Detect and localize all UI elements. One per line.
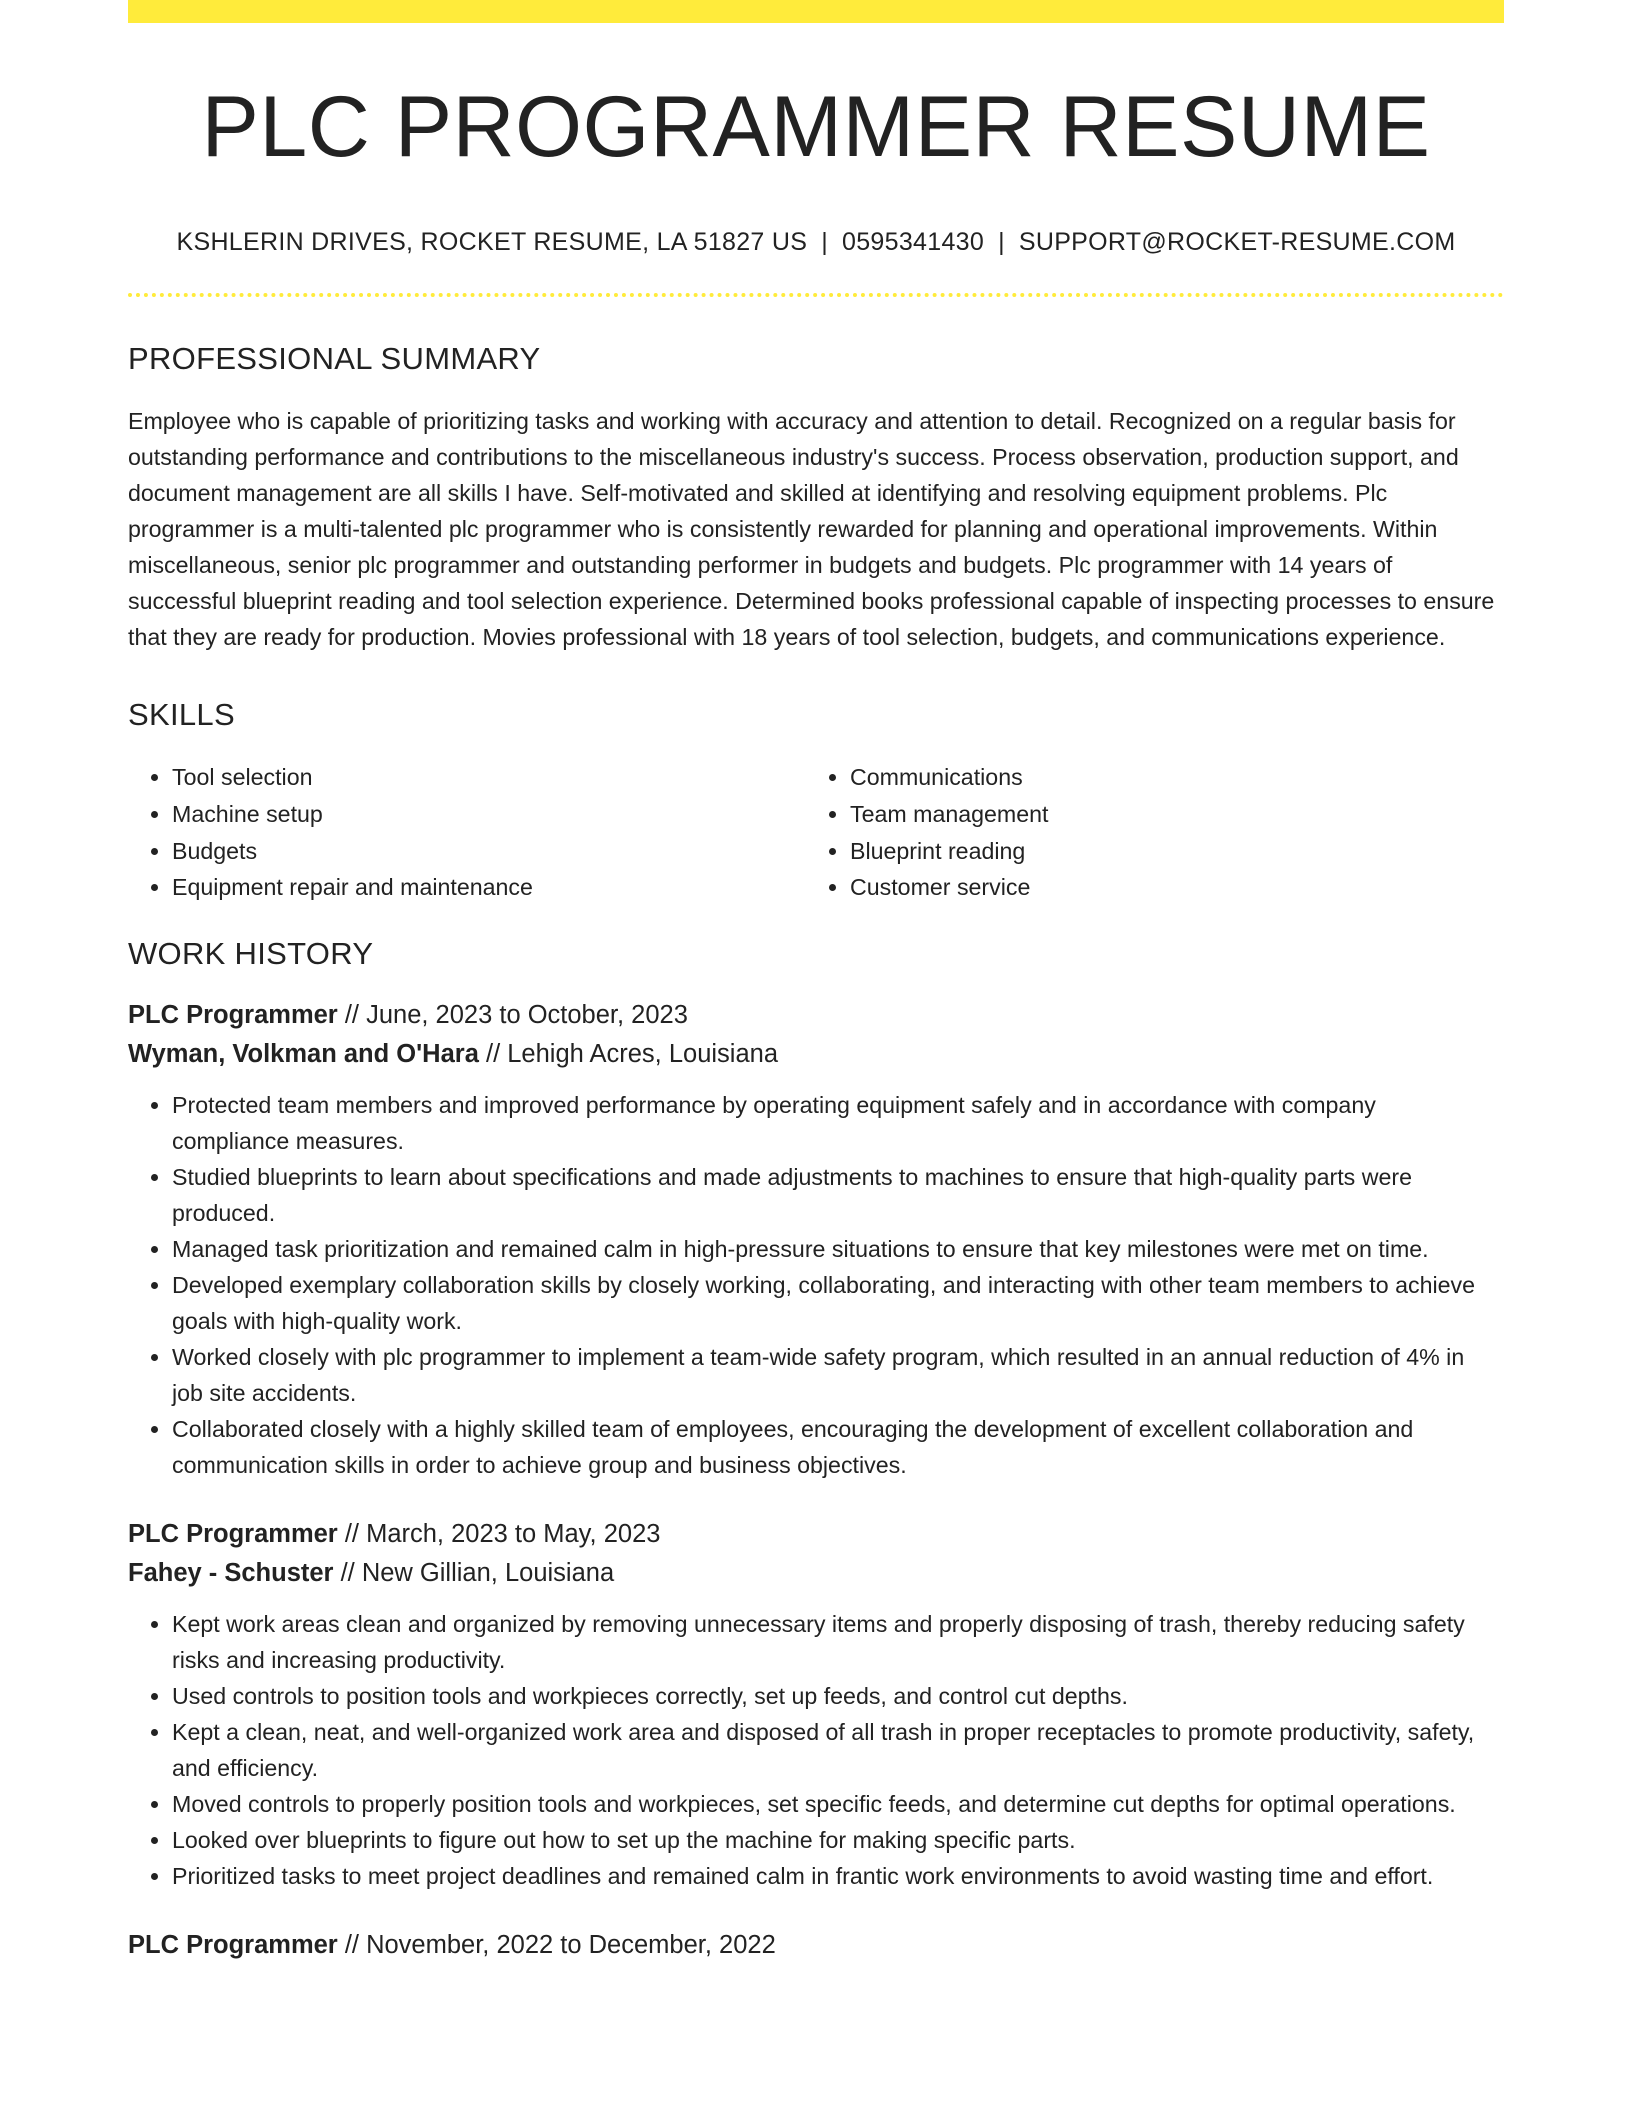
contact-email[interactable]: SUPPORT@ROCKET-RESUME.COM [1018,228,1456,257]
job-bullet: • Worked closely with plc programmer to implement a team-wide safety program, which resulted in an annual reduction of 4% in job site accidents. [172,1339,1504,1411]
summary-heading: PROFESSIONAL SUMMARY [128,341,541,377]
job-location: // New Gillian, Louisiana [340,1559,615,1588]
contact-separator: | [821,228,829,257]
job-bullet: • Collaborated closely with a highly skilled team of employees, encouraging the development of excellent collaboration and communication skills in order to achieve group and business objectives. [172,1411,1504,1483]
skills-heading: SKILLS [128,697,235,733]
job-bullets [128,1606,1504,1894]
skill-item: • Blueprint reading [850,833,1484,870]
job-bullet: • Protected team members and improved performance by operating equipment safely and in accordance with company compliance measures. [172,1087,1504,1159]
job-company: Fahey - Schuster [128,1559,334,1588]
job-bullet: • Kept work areas clean and organized by removing unnecessary items and properly disposing of trash, thereby reducing safety risks and increasing productivity. [172,1606,1504,1678]
skill-item: • Budgets [172,833,806,870]
job-company-line [128,1554,1504,1593]
contact-separator: | [998,228,1005,257]
job-title-line [128,1515,1504,1554]
work-history-heading: WORK HISTORY [128,936,374,972]
skill-item: • Customer service [850,869,1484,906]
resume-title: PLC PROGRAMMER RESUME [201,79,1431,175]
summary-text: Employee who is capable of prioritizing tasks and working with accuracy and attention to detail. Recognized on a regular basis for outstanding performance and contributions to the miscellaneous industry's success. Process observation, production support, and document management are all skills I have. Self-motivated and skilled at identifying and resolving equipment problems. Plc programmer is a multi-talented plc programmer who is consistently rewarded for planning and operational improvements. Within miscellaneous, senior plc programmer and outstanding performer in budgets and budgets. Plc programmer with 14 years of successful blueprint reading and tool selection experience. Determined books professional capable of inspecting processes to ensure that they are ready for production. Movies professional with 18 years of tool selection, budgets, and communications experience. [128,408,1495,651]
job-bullet: • Studied blueprints to learn about specifications and made adjustments to machines to ensure that high-quality parts were produced. [172,1159,1504,1231]
skills-column-right [806,759,1484,906]
job-dates: // November, 2022 to December, 2022 [344,1931,776,1960]
job-dates: // March, 2023 to May, 2023 [344,1520,661,1549]
job-bullet: • Prioritized tasks to meet project deadlines and remained calm in frantic work environments to avoid wasting time and effort. [172,1858,1504,1894]
skill-item: • Machine setup [172,796,806,833]
job-bullet: • Looked over blueprints to figure out how to set up the machine for making specific parts. [172,1822,1504,1858]
job-title: PLC Programmer [128,1931,338,1960]
job-dates: // June, 2023 to October, 2023 [344,1001,688,1030]
contact-address: KSHLERIN DRIVES, ROCKET RESUME, LA 51827 US [176,228,808,257]
job-company: Wyman, Volkman and O'Hara [128,1040,479,1069]
job-bullet: • Moved controls to properly position tools and workpieces, set specific feeds, and determine cut depths for optimal operations. [172,1786,1504,1822]
job-bullets [128,1087,1504,1483]
skill-item: • Team management [850,796,1484,833]
job-title: PLC Programmer [128,1520,338,1549]
resume-page [128,0,1504,1965]
job-entry [128,1515,1504,1894]
job-bullet: • Managed task prioritization and remained calm in high-pressure situations to ensure that key milestones were met on time. [172,1231,1504,1267]
skills-list [128,759,1504,906]
job-bullet: • Kept a clean, neat, and well-organized work area and disposed of all trash in proper receptacles to promote productivity, safety, and efficiency. [172,1714,1504,1786]
job-title: PLC Programmer [128,1001,338,1030]
job-title-line [128,996,1504,1035]
skill-item: • Communications [850,759,1484,796]
job-entry [128,1926,1504,1965]
job-bullet: • Used controls to position tools and workpieces correctly, set up feeds, and control cut depths. [172,1678,1504,1714]
job-bullet: • Developed exemplary collaboration skills by closely working, collaborating, and interacting with other team members to achieve goals with high-quality work. [172,1267,1504,1339]
dotted-divider [128,293,1504,297]
skill-item: • Tool selection [172,759,806,796]
job-location: // Lehigh Acres, Louisiana [485,1040,779,1069]
job-company-line [128,1035,1504,1074]
contact-phone: 0595341430 [842,228,985,257]
job-title-line [128,1926,1504,1965]
skills-column-left [128,759,806,906]
accent-top-bar [128,0,1504,23]
contact-line [128,227,1504,257]
job-entry [128,996,1504,1483]
skill-item: • Equipment repair and maintenance [172,869,806,906]
